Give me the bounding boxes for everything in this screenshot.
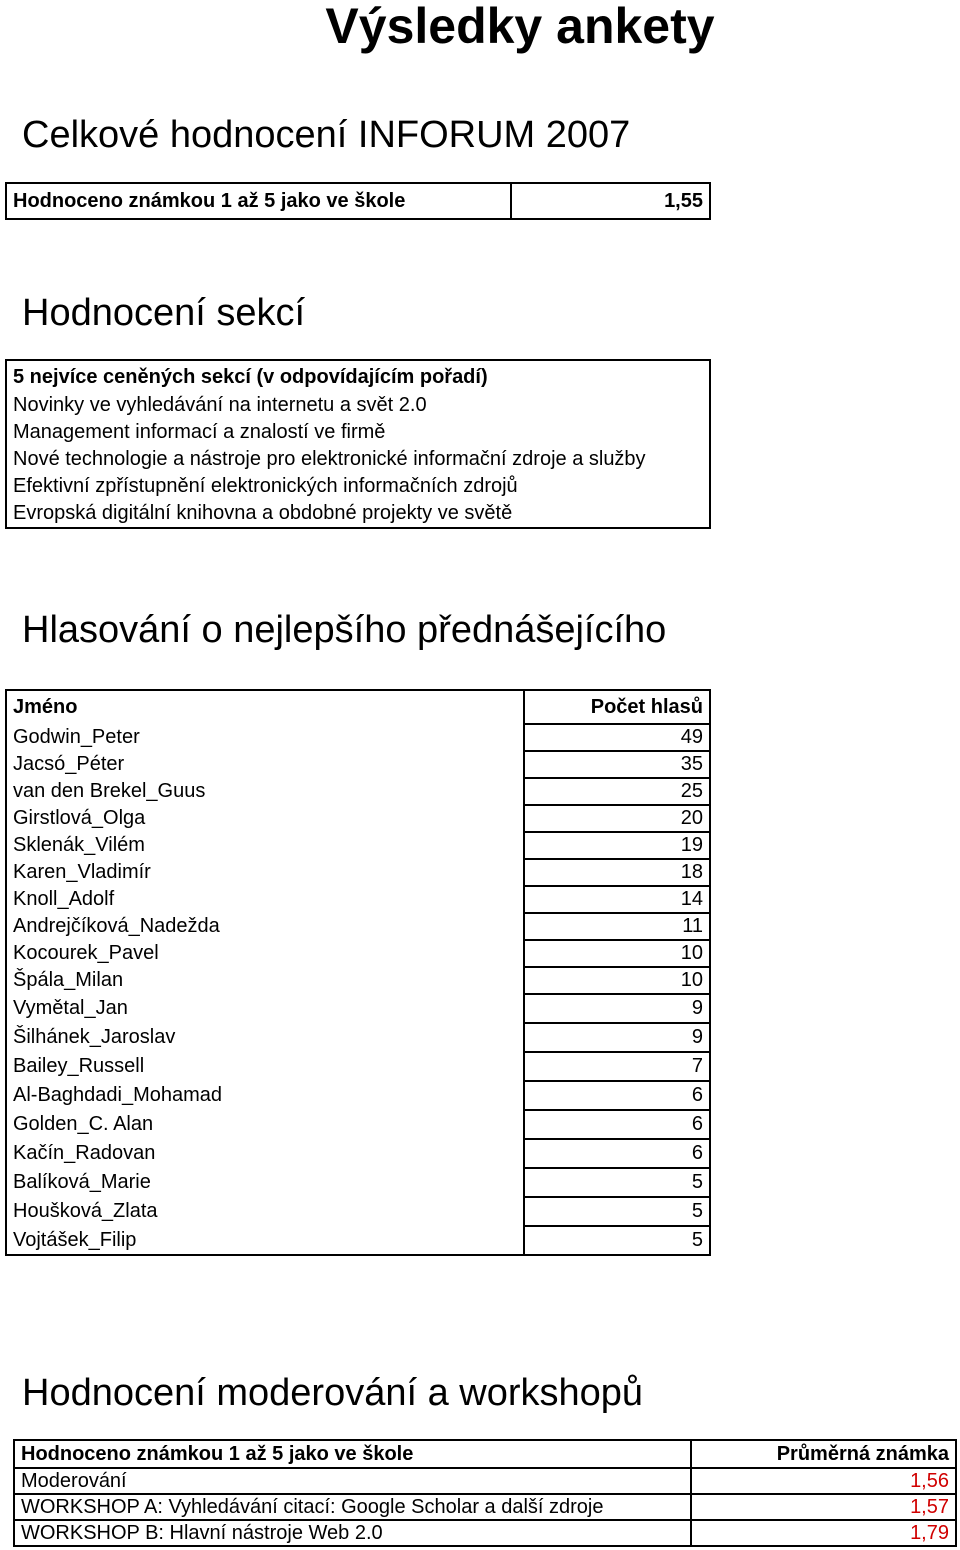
moderation-value: 1,56 — [691, 1468, 956, 1494]
overall-label: Hodnoceno známkou 1 až 5 jako ve škole — [6, 183, 511, 219]
speaker-votes: 6 — [524, 1081, 710, 1110]
table-row — [6, 913, 710, 940]
speaker-votes: 7 — [524, 1052, 710, 1081]
overall-heading: Celkové hodnocení INFORUM 2007 — [22, 114, 631, 156]
speaker-votes: 11 — [524, 913, 710, 940]
moderation-label: Moderování — [14, 1468, 691, 1494]
overall-table — [5, 182, 711, 220]
speaker-name: Jacsó_Péter — [6, 751, 524, 778]
table-row — [6, 778, 710, 805]
speaker-votes: 49 — [524, 724, 710, 751]
speaker-name: Andrejčíková_Nadežda — [6, 913, 524, 940]
speaker-name: Al-Baghdadi_Mohamad — [6, 1081, 524, 1110]
table-row — [6, 1081, 710, 1110]
speaker-name: Sklenák_Vilém — [6, 832, 524, 859]
speaker-votes: 5 — [524, 1197, 710, 1226]
speaker-votes: 6 — [524, 1139, 710, 1168]
column-header-label: Hodnoceno známkou 1 až 5 jako ve škole — [14, 1440, 691, 1468]
column-header-name: Jméno — [6, 690, 524, 724]
speaker-name: Šilhánek_Jaroslav — [6, 1023, 524, 1052]
speaker-name: Kocourek_Pavel — [6, 940, 524, 967]
list-item: Efektivní zpřístupnění elektronických informačních zdrojů — [13, 475, 518, 497]
speakers-heading: Hlasování o nejlepšího přednášejícího — [22, 609, 667, 651]
speaker-name: Knoll_Adolf — [6, 886, 524, 913]
moderation-table — [13, 1439, 957, 1547]
speaker-name: Vojtášek_Filip — [6, 1226, 524, 1255]
speaker-votes: 5 — [524, 1226, 710, 1255]
overall-row — [6, 183, 710, 219]
speaker-votes: 6 — [524, 1110, 710, 1139]
column-header-votes: Počet hlasů — [524, 690, 710, 724]
page-title: Výsledky ankety — [325, 0, 715, 54]
speaker-name: van den Brekel_Guus — [6, 778, 524, 805]
column-header-value: Průměrná známka — [691, 1440, 956, 1468]
table-header-row — [14, 1440, 956, 1468]
moderation-label: WORKSHOP A: Vyhledávání citací: Google Scholar a další zdroje — [14, 1494, 691, 1520]
sections-list — [5, 359, 711, 529]
table-row — [6, 1139, 710, 1168]
speaker-name: Houšková_Zlata — [6, 1197, 524, 1226]
sections-heading: Hodnocení sekcí — [22, 292, 306, 334]
speaker-name: Bailey_Russell — [6, 1052, 524, 1081]
table-row — [6, 967, 710, 994]
moderation-heading: Hodnocení moderování a workshopů — [22, 1372, 644, 1414]
speaker-name: Karen_Vladimír — [6, 859, 524, 886]
speaker-votes: 18 — [524, 859, 710, 886]
speaker-name: Golden_C. Alan — [6, 1110, 524, 1139]
moderation-value: 1,57 — [691, 1494, 956, 1520]
table-row — [6, 994, 710, 1023]
speakers-table — [5, 689, 711, 1256]
table-row — [6, 1168, 710, 1197]
table-row — [6, 1197, 710, 1226]
speaker-votes: 9 — [524, 994, 710, 1023]
table-row — [6, 751, 710, 778]
table-row — [6, 940, 710, 967]
table-row — [6, 724, 710, 751]
table-row — [6, 886, 710, 913]
table-row — [14, 1494, 956, 1520]
speaker-name: Vymětal_Jan — [6, 994, 524, 1023]
table-header-row — [6, 690, 710, 724]
speaker-name: Kačín_Radovan — [6, 1139, 524, 1168]
table-row — [6, 1023, 710, 1052]
moderation-label: WORKSHOP B: Hlavní nástroje Web 2.0 — [14, 1520, 691, 1546]
speaker-name: Špála_Milan — [6, 967, 524, 994]
list-item: Novinky ve vyhledávání na internetu a svět 2.0 — [13, 394, 427, 416]
table-row — [6, 1110, 710, 1139]
speaker-votes: 19 — [524, 832, 710, 859]
speaker-name: Balíková_Marie — [6, 1168, 524, 1197]
table-row — [6, 1226, 710, 1255]
table-row — [14, 1520, 956, 1546]
table-row — [14, 1468, 956, 1494]
sections-list-header: 5 nejvíce ceněných sekcí (v odpovídajícím pořadí) — [13, 366, 488, 388]
speaker-votes: 10 — [524, 967, 710, 994]
speaker-votes: 10 — [524, 940, 710, 967]
table-row — [6, 805, 710, 832]
speaker-name: Godwin_Peter — [6, 724, 524, 751]
list-item: Nové technologie a nástroje pro elektronické informační zdroje a služby — [13, 448, 646, 470]
speaker-votes: 9 — [524, 1023, 710, 1052]
table-row — [6, 1052, 710, 1081]
speaker-votes: 5 — [524, 1168, 710, 1197]
table-row — [6, 859, 710, 886]
speaker-votes: 20 — [524, 805, 710, 832]
speaker-votes: 14 — [524, 886, 710, 913]
moderation-value: 1,79 — [691, 1520, 956, 1546]
list-item: Management informací a znalostí ve firmě — [13, 421, 386, 443]
overall-value: 1,55 — [511, 183, 710, 219]
speaker-votes: 35 — [524, 751, 710, 778]
list-item: Evropská digitální knihovna a obdobné projekty ve světě — [13, 502, 513, 524]
speaker-name: Girstlová_Olga — [6, 805, 524, 832]
table-row — [6, 832, 710, 859]
speaker-votes: 25 — [524, 778, 710, 805]
